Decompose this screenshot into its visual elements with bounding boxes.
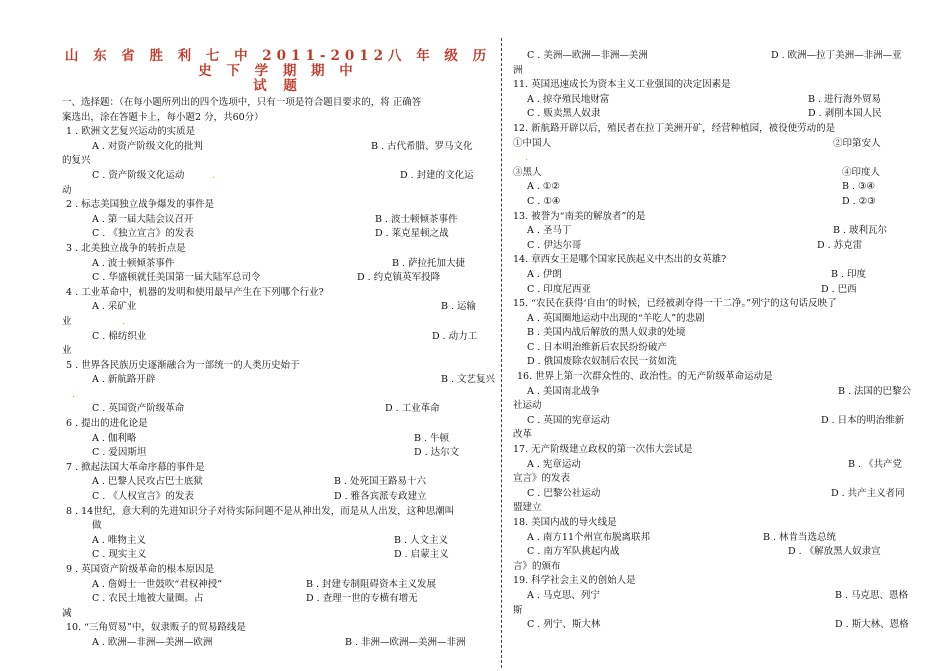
q12-item-2: ②印第安人: [833, 137, 881, 149]
q4-option-a: A . 采矿业: [92, 301, 137, 313]
q3-option-b: B . 萨拉托加大捷: [392, 257, 466, 269]
question-5: 5 . 世界各民族历史逐渐融合为一部统一的人类历史始于: [66, 359, 300, 371]
q5-option-c: C . 英国资产阶级革命: [92, 403, 185, 415]
q18-option-d-cont: 言》的颁布: [513, 560, 561, 572]
q14-option-d: D . 巴西: [821, 283, 857, 295]
q9-option-b: B . 封建专制阻碍资本主义发展: [306, 578, 437, 590]
question-11: 11. 英国迅速成长为资本主义工业强国的决定因素是: [513, 79, 731, 91]
exam-title-line2: 试 题: [253, 78, 303, 94]
column-divider: [501, 38, 502, 668]
q3-option-a: A . 波士顿倾茶事件: [92, 257, 175, 269]
q13-option-c: C . 伊达尔哥: [527, 239, 582, 251]
question-9: 9 . 英国资产阶级革命的根本原因是: [66, 564, 215, 575]
q16-option-b: B . 法国的巴黎公: [838, 385, 912, 397]
q13-option-d: D . 苏克雷: [817, 239, 863, 251]
q7-option-d: D . 雅各宾派专政建立: [334, 491, 427, 503]
q15-option-c: C . 日本明治维新后农民纷纷破产: [527, 341, 667, 353]
q4-option-c: C . 棉纺织业: [92, 330, 147, 342]
question-2: 2 . 标志美国独立战争爆发的事件是: [66, 199, 215, 211]
q8-option-d: D . 启蒙主义: [394, 549, 449, 561]
q2-option-d: D . 莱克星顿之战: [375, 228, 449, 240]
q8-option-b: B . 人文主义: [394, 534, 449, 546]
q19-option-a: A . 马克思、列宁: [527, 589, 600, 601]
q14-option-a: A . 伊朗: [527, 268, 562, 280]
q6-option-c: C . 爱因斯坦: [92, 447, 147, 459]
q12-option-d: D . ②③: [842, 195, 876, 207]
q17-option-d-cont: 盟建立: [513, 502, 542, 514]
q16-option-d-cont: 改革: [513, 429, 533, 441]
question-13: 13. 被誉为“南美的解放者”的是: [513, 210, 646, 222]
q19-option-c: C . 列宁、斯大林: [527, 619, 601, 631]
question-7: 7 . 掀起法国大革命序幕的事件是: [66, 461, 205, 473]
q17-option-b: B . 《共产党: [848, 458, 903, 470]
question-15: 15. “农民在获得‘自由’的时候，已经被剥夺得一干二净。”列宁的这句话反映了: [513, 298, 837, 310]
question-12: 12. 新航路开辟以后，殖民者在拉丁美洲开矿，经营种植园，被役使劳动的是: [513, 122, 836, 134]
q17-option-d: D . 共产主义者同: [831, 487, 905, 499]
q6-option-b: B . 牛顿: [414, 432, 450, 444]
q12-item-3: ③黑人: [513, 166, 542, 178]
q11-option-a: A . 掠夺殖民地财富: [527, 93, 610, 105]
question-1: 1 . 欧洲文艺复兴运动的实质是: [66, 126, 196, 138]
q10-option-a: A . 欧洲—非洲—美洲—欧洲: [92, 636, 213, 648]
question-18: 18. 美国内战的导火线是: [513, 517, 617, 528]
q10-option-c: C . 美洲—欧洲—非洲—美洲: [527, 50, 648, 61]
q1-option-c: C . 资产阶级文化运动: [92, 169, 185, 181]
q1-option-d: D . 封建的文化运: [400, 169, 474, 181]
q15-option-b: B . 美国内战后解放的黑人奴隶的处境: [527, 327, 686, 339]
q2-option-a: A . 第一届大陆会议召开: [92, 213, 194, 225]
q11-option-d: D . 剥削本国人民: [808, 108, 882, 120]
q16-option-d: D . 日本的明治维新: [821, 414, 905, 426]
q15-option-a: A . 英国圈地运动中出现的“羊吃人”的悲剧: [527, 312, 705, 324]
q7-option-b: B . 处死国王路易十六: [334, 476, 427, 488]
q18-option-a: A . 南方11个州宣布脱离联邦: [527, 531, 651, 543]
q7-option-c: C . 《人权宣言》的发表: [92, 491, 194, 503]
section-intro: 一、选择题：（在每小题所列出的四个选项中，只有一项是符合题目要求的，将 正确答: [62, 97, 422, 108]
q4-option-d-cont: 业: [62, 345, 72, 357]
q3-option-d: D . 约克镇英军投降: [357, 272, 441, 284]
q12-item-1: ①中国人: [513, 137, 552, 149]
q4-option-b: B . 运输: [441, 301, 477, 313]
question-6: 6 . 提出的进化论是: [66, 418, 148, 430]
q9-option-a: A . 詹姆士一世鼓吹“君权神授”: [92, 578, 223, 590]
q11-option-b: B . 进行海外贸易: [808, 93, 882, 105]
section-intro-cont: 案选出，涂在答题卡上，每小题2 分，共60分）: [62, 111, 264, 123]
q19-option-b: B . 马克思、恩格: [835, 589, 909, 601]
q4-option-b-cont: 业: [62, 315, 72, 327]
q2-option-b: B . 波士顿倾茶事件: [375, 213, 458, 225]
question-19: 19. 科学社会主义的创始人是: [513, 575, 636, 587]
q4-option-d: D . 动力工: [432, 330, 478, 342]
q11-option-c: C . 贩卖黑人奴隶: [527, 108, 601, 120]
q1-option-a: A . 对资产阶级文化的批判: [92, 140, 203, 152]
q9-option-c: C . 农民土地被大量圈。占: [92, 593, 204, 605]
q9-option-d: D . 查理一世的专横有增无: [306, 593, 418, 605]
q10-option-b: B . 非洲—欧洲—美洲—非洲: [345, 636, 466, 648]
q5-option-a: A . 新航路开辟: [92, 374, 156, 386]
right-column: C . 美洲—欧洲—非洲—美洲 D . 欧洲—拉丁美洲—非洲—亚 洲 11. 英国迅速成长为资本主义工业强国的决定因素是 A . 掠夺殖民地财富 B . 进行海外贸易 C . 贩卖黑人奴隶 D . 剥削本国人民 12. 新航路开辟以后，殖民者在拉丁美洲开矿，经营种植园，被役使劳动的是 ①中国人 ②印第安人 . ③黑人 ④印度人 A . ①② B . ③④ C . ①④ D . ②③ 13. 被誉为“南美的解放者”的是 A . 圣马丁 B . 玻利瓦尔 C . 伊达尔哥 D . 苏克雷 14. 章西女王是哪个国家民族起义中杰出的女英雄? A . 伊朗 B . 印度 C . 印度尼西亚 D . 巴西 15. “农民在获得‘自由’的时候，已经被剥夺得一干二净。”列宁的这句话反映了 A . 英国圈地运动中出现的“羊吃人”的悲剧 B . 美国内战后解放的黑人奴隶的处境 C . 日本明治维新后农民纷纷破产 D . 俄国废除农奴制后农民一贫如洗 16. 世界上第一次群众性的、政治性。的无产阶级革命运动是 A . 美国南北战争 B . 法国的巴黎公 社运动 C . 英国的宪章运动 D . 日本的明治维新 改革 17. 无产阶级建立政权的第一次伟大尝试是 A . 宪章运动 B . 《共产党 宣言》的发表 C . 巴黎公社运动 D . 共产主义者同 盟建立 18. 美国内战的导火线是 A . 南方11个州宣布脱离联邦 B . 林肯当选总统 C . 南方军队挑起内战 D . 《解放黑人奴隶宣 言》的颁布 19. 科学社会主义的创始人是 A . 马克思、列宁 B . 马克思、恩格 斯 C . 列宁、斯大林 D . 斯大林、恩格: [513, 49, 911, 633]
q13-option-b: B . 玻利瓦尔: [833, 225, 888, 237]
q9-option-d-cont: 减: [62, 607, 72, 619]
q12-option-a: A . ①②: [527, 181, 560, 193]
q1-option-d-cont: 动: [62, 184, 72, 196]
q14-option-b: B . 印度: [831, 268, 867, 280]
q17-option-b-cont: 宣言》的发表: [513, 473, 571, 485]
exam-title: 山 东 省 胜 利 七 中 2011-2012八 年 级 历 史 下 学 期 期 中: [64, 48, 492, 79]
question-8: 8 . 14世纪，意大利的先进知识分子对待实际问题不是从神出发，而是从人出发，这种思潮叫: [66, 505, 455, 517]
q12-option-b: B . ③④: [842, 181, 876, 193]
question-10: 10. “三角贸易”中，奴隶贩子的贸易路线是: [66, 622, 246, 634]
q5-option-b: B . 文艺复兴: [441, 374, 496, 386]
q17-option-a: A . 宪章运动: [527, 458, 581, 470]
question-14: 14. 章西女王是哪个国家民族起义中杰出的女英雄?: [513, 254, 727, 266]
q6-option-a: A . 伽利略: [92, 432, 137, 444]
q1-option-b-cont: 的复兴: [62, 155, 91, 167]
q19-option-b-cont: 斯: [513, 604, 523, 616]
q14-option-c: C . 印度尼西亚: [527, 283, 591, 295]
q16-option-c: C . 英国的宪章运动: [527, 414, 610, 426]
q18-option-c: C . 南方军队挑起内战: [527, 546, 620, 558]
q17-option-c: C . 巴黎公社运动: [527, 487, 601, 499]
q3-option-c: C . 华盛顿就任美国第一届大陆军总司令: [92, 272, 261, 284]
question-3: 3 . 北美独立战争的转折点是: [66, 242, 186, 254]
q7-option-a: A . 巴黎人民攻占巴士底狱: [92, 476, 203, 488]
q12-item-4: ④印度人: [842, 166, 881, 178]
q16-option-a: A . 美国南北战争: [527, 385, 600, 397]
q5-option-d: D . 工业革命: [385, 403, 440, 415]
q10-option-d: D . 欧洲—拉丁美洲—非洲—亚: [771, 50, 902, 61]
q18-option-b: B . 林肯当选总统: [763, 531, 837, 543]
question-16: 16. 世界上第一次群众性的、政治性。的无产阶级革命运动是: [517, 371, 773, 383]
q19-option-d: D . 斯大林、恩格: [835, 619, 909, 631]
q16-option-b-cont: 社运动: [513, 400, 542, 412]
q10-option-d-cont: 洲: [513, 64, 523, 76]
q1-option-b: B . 古代希腊、罗马文化: [371, 140, 473, 152]
question-4: 4 . 工业革命中，机器的发明和使用最早产生在下列哪个行业?: [66, 286, 324, 298]
q2-option-c: C . 《独立宣言》的发表: [92, 228, 194, 240]
q6-option-d: D . 达尔文: [414, 447, 460, 459]
q13-option-a: A . 圣马丁: [527, 225, 572, 237]
question-17: 17. 无产阶级建立政权的第一次伟大尝试是: [513, 444, 693, 456]
q15-option-d: D . 俄国废除农奴制后农民一贫如洗: [527, 356, 677, 368]
q12-option-c: C . ①④: [527, 195, 561, 207]
q8-option-c: C . 现实主义: [92, 549, 147, 561]
q8-option-a: A . 唯物主义: [92, 534, 146, 546]
left-column: 山 东 省 胜 利 七 中 2011-2012八 年 级 历 史 下 学 期 期 中 试 题 一、选择题：（在每小题所列出的四个选项中，只有一项是符合题目要求的，将 正确答 案选出，涂在答题卡上，每小题2 分，共60分） 1 . 欧洲文艺复兴运动的实质是 A . 对资产阶级文化的批判 B . 古代希腊、罗马文化 的复兴 C . 资产阶级文化运动 . D . 封建的文化运 动 2 . 标志美国独立战争爆发的事件是 A . 第一届大陆会议召开 B . 波士顿倾茶事件 C . 《独立宣言》的发表 D . 莱克星顿之战 3 . 北美独立战争的转折点是 A . 波士顿倾茶事件 B . 萨拉托加大捷 C . 华盛顿就任美国第一届大陆军总司令 D . 约克镇英军投降 4 . 工业革命中，机器的发明和使用最早产生在下列哪个行业? A . 采矿业 B . 运输 业 . C . 棉纺织业 D . 动力工 业 5 . 世界各民族历史逐渐融合为一部统一的人类历史始于 A . 新航路开辟 B . 文艺复兴 . C . 英国资产阶级革命 D . 工业革命 6 . 提出的进化论是 A . 伽利略 B . 牛顿 C . 爱因斯坦 D . 达尔文 7 . 掀起法国大革命序幕的事件是 A . 巴黎人民攻占巴士底狱 B . 处死国王路易十六 C . 《人权宣言》的发表 D . 雅各宾派专政建立 8 . 14世纪，意大利的先进知识分子对待实际问题不是从神出发，而是从人出发，这种思潮叫 做 A . 唯物主义 B . 人文主义 C . 现实主义 D . 启蒙主义 9 . 英国资产阶级革命的根本原因是 A . 詹姆士一世鼓吹“君权神授” B . 封建专制阻碍资本主义发展 C . 农民土地被大量圈。占 D . 查理一世的专横有增无 减 10. “三角贸易”中，奴隶贩子的贸易路线是 A . 欧洲—非洲—美洲—欧洲 B . 非洲—欧洲—美洲—非洲: [62, 49, 494, 651]
q18-option-d: D . 《解放黑人奴隶宣: [788, 546, 881, 558]
question-8-cont: 做: [92, 520, 102, 532]
